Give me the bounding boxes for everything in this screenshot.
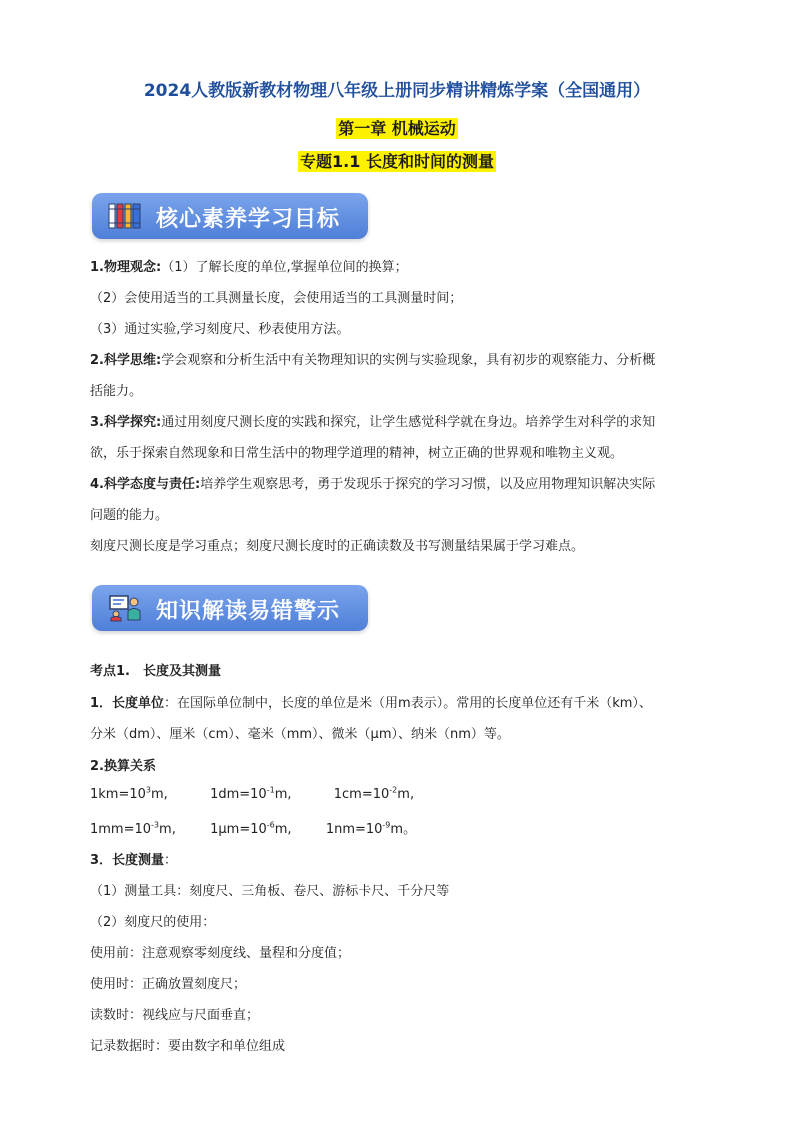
length-measure-label: 3．长度测量: [90, 853, 165, 868]
teacher-icon: [108, 594, 142, 622]
ruler-recording: 记录数据时：要由数字和单位组成: [90, 1039, 286, 1054]
chapter-title-text: 第一章 机械运动: [338, 119, 456, 138]
conv-um: $1\mu m=10^{-6}m$,: [210, 820, 292, 837]
topic-title-text: 专题1.1 长度和时间的测量: [300, 152, 494, 171]
conv-cm: $1cm=10^{-2}m$,: [333, 785, 415, 802]
length-unit: [90, 692, 652, 711]
goal-2-label: 2.科学思维:: [90, 353, 162, 368]
goal-1-label: 1.物理观念:: [90, 260, 162, 275]
conv-nm: $1nm=10^{-9}m$。: [325, 820, 417, 837]
ruler-before-use: 使用前：注意观察零刻度线、量程和分度值；: [90, 946, 351, 961]
knowledge-banner: [92, 585, 368, 631]
goal-3-label: 3.科学探究:: [90, 415, 162, 430]
books-icon: [108, 202, 142, 230]
length-unit-label: 1．长度单位: [90, 696, 165, 711]
length-measure: 3．长度测量：: [90, 853, 178, 868]
goal-2-text: 学会观察和分析生活中有关物理知识的实例与实验现象，具有初步的观察能力、分析概: [161, 353, 656, 368]
goal-4-text: 培养学生观察思考，勇于发现乐于探究的学习习惯，以及应用物理知识解决实际: [200, 477, 656, 492]
goal-4-label: 4.科学态度与责任:: [90, 477, 201, 492]
goal-3-cont: 欲，乐于探索自然现象和日常生活中的物理学道理的精神，树立正确的世界观和唯物主义观。: [90, 446, 624, 461]
conv-km: $1km=10^3m$,: [90, 785, 168, 802]
conv-mm: $1mm=10^{-3}m$,: [90, 820, 176, 837]
knowledge-banner-label: 知识解读易错警示: [156, 599, 341, 624]
key-difficulty-note: 刻度尺测长度是学习重点；刻度尺测长度时的正确读数及书写测量结果属于学习难点。: [90, 539, 585, 554]
goal-1-sub3: （3）通过实验,学习刻度尺、秒表使用方法。: [90, 322, 350, 337]
goal-3-text: 通过用刻度尺测长度的实践和探究，让学生感觉科学就在身边。培养学生对科学的求知: [161, 415, 656, 430]
goal-2-cont: 括能力。: [90, 384, 143, 399]
conversion-row-1: [90, 787, 414, 802]
conv-dm: $1dm=10^{-1}m$,: [210, 785, 292, 802]
goal-1-sub2: （2）会使用适当的工具测量长度，会使用适当的工具测量时间；: [90, 291, 463, 306]
conversion-title: 2.换算关系: [90, 759, 156, 774]
goal-2: [90, 349, 655, 368]
goal-1-text: （1）了解长度的单位,掌握单位间的换算；: [161, 260, 408, 275]
goal-4: [90, 473, 655, 492]
chapter-title: [0, 116, 794, 139]
goals-banner: [92, 193, 368, 239]
goals-banner-label: 核心素养学习目标: [156, 207, 341, 232]
ruler-usage: （2）刻度尺的使用：: [90, 915, 216, 930]
topic-title: [0, 149, 794, 172]
conversion-row-2: [90, 818, 416, 837]
goal-3: [90, 411, 655, 430]
document-title: 2024人教版新教材物理八年级上册同步精讲精炼学案（全国通用）: [143, 81, 651, 101]
knowledge-point-title: 考点1. 长度及其测量: [90, 664, 221, 679]
ruler-during-use: 使用时：正确放置刻度尺；: [90, 977, 247, 992]
length-unit-cont: 分米（dm）、厘米（cm）、毫米（mm）、微米（μm）、纳米（nm）等。: [90, 727, 510, 742]
goal-1: [90, 256, 408, 275]
goal-4-cont: 问题的能力。: [90, 508, 169, 523]
length-unit-text: ：在国际单位制中，长度的单位是米（用m表示）。常用的长度单位还有千米（km）、: [164, 696, 652, 711]
measure-tools: （1）测量工具：刻度尺、三角板、卷尺、游标卡尺、千分尺等: [90, 884, 450, 899]
ruler-reading: 读数时：视线应与尺面垂直；: [90, 1008, 260, 1023]
